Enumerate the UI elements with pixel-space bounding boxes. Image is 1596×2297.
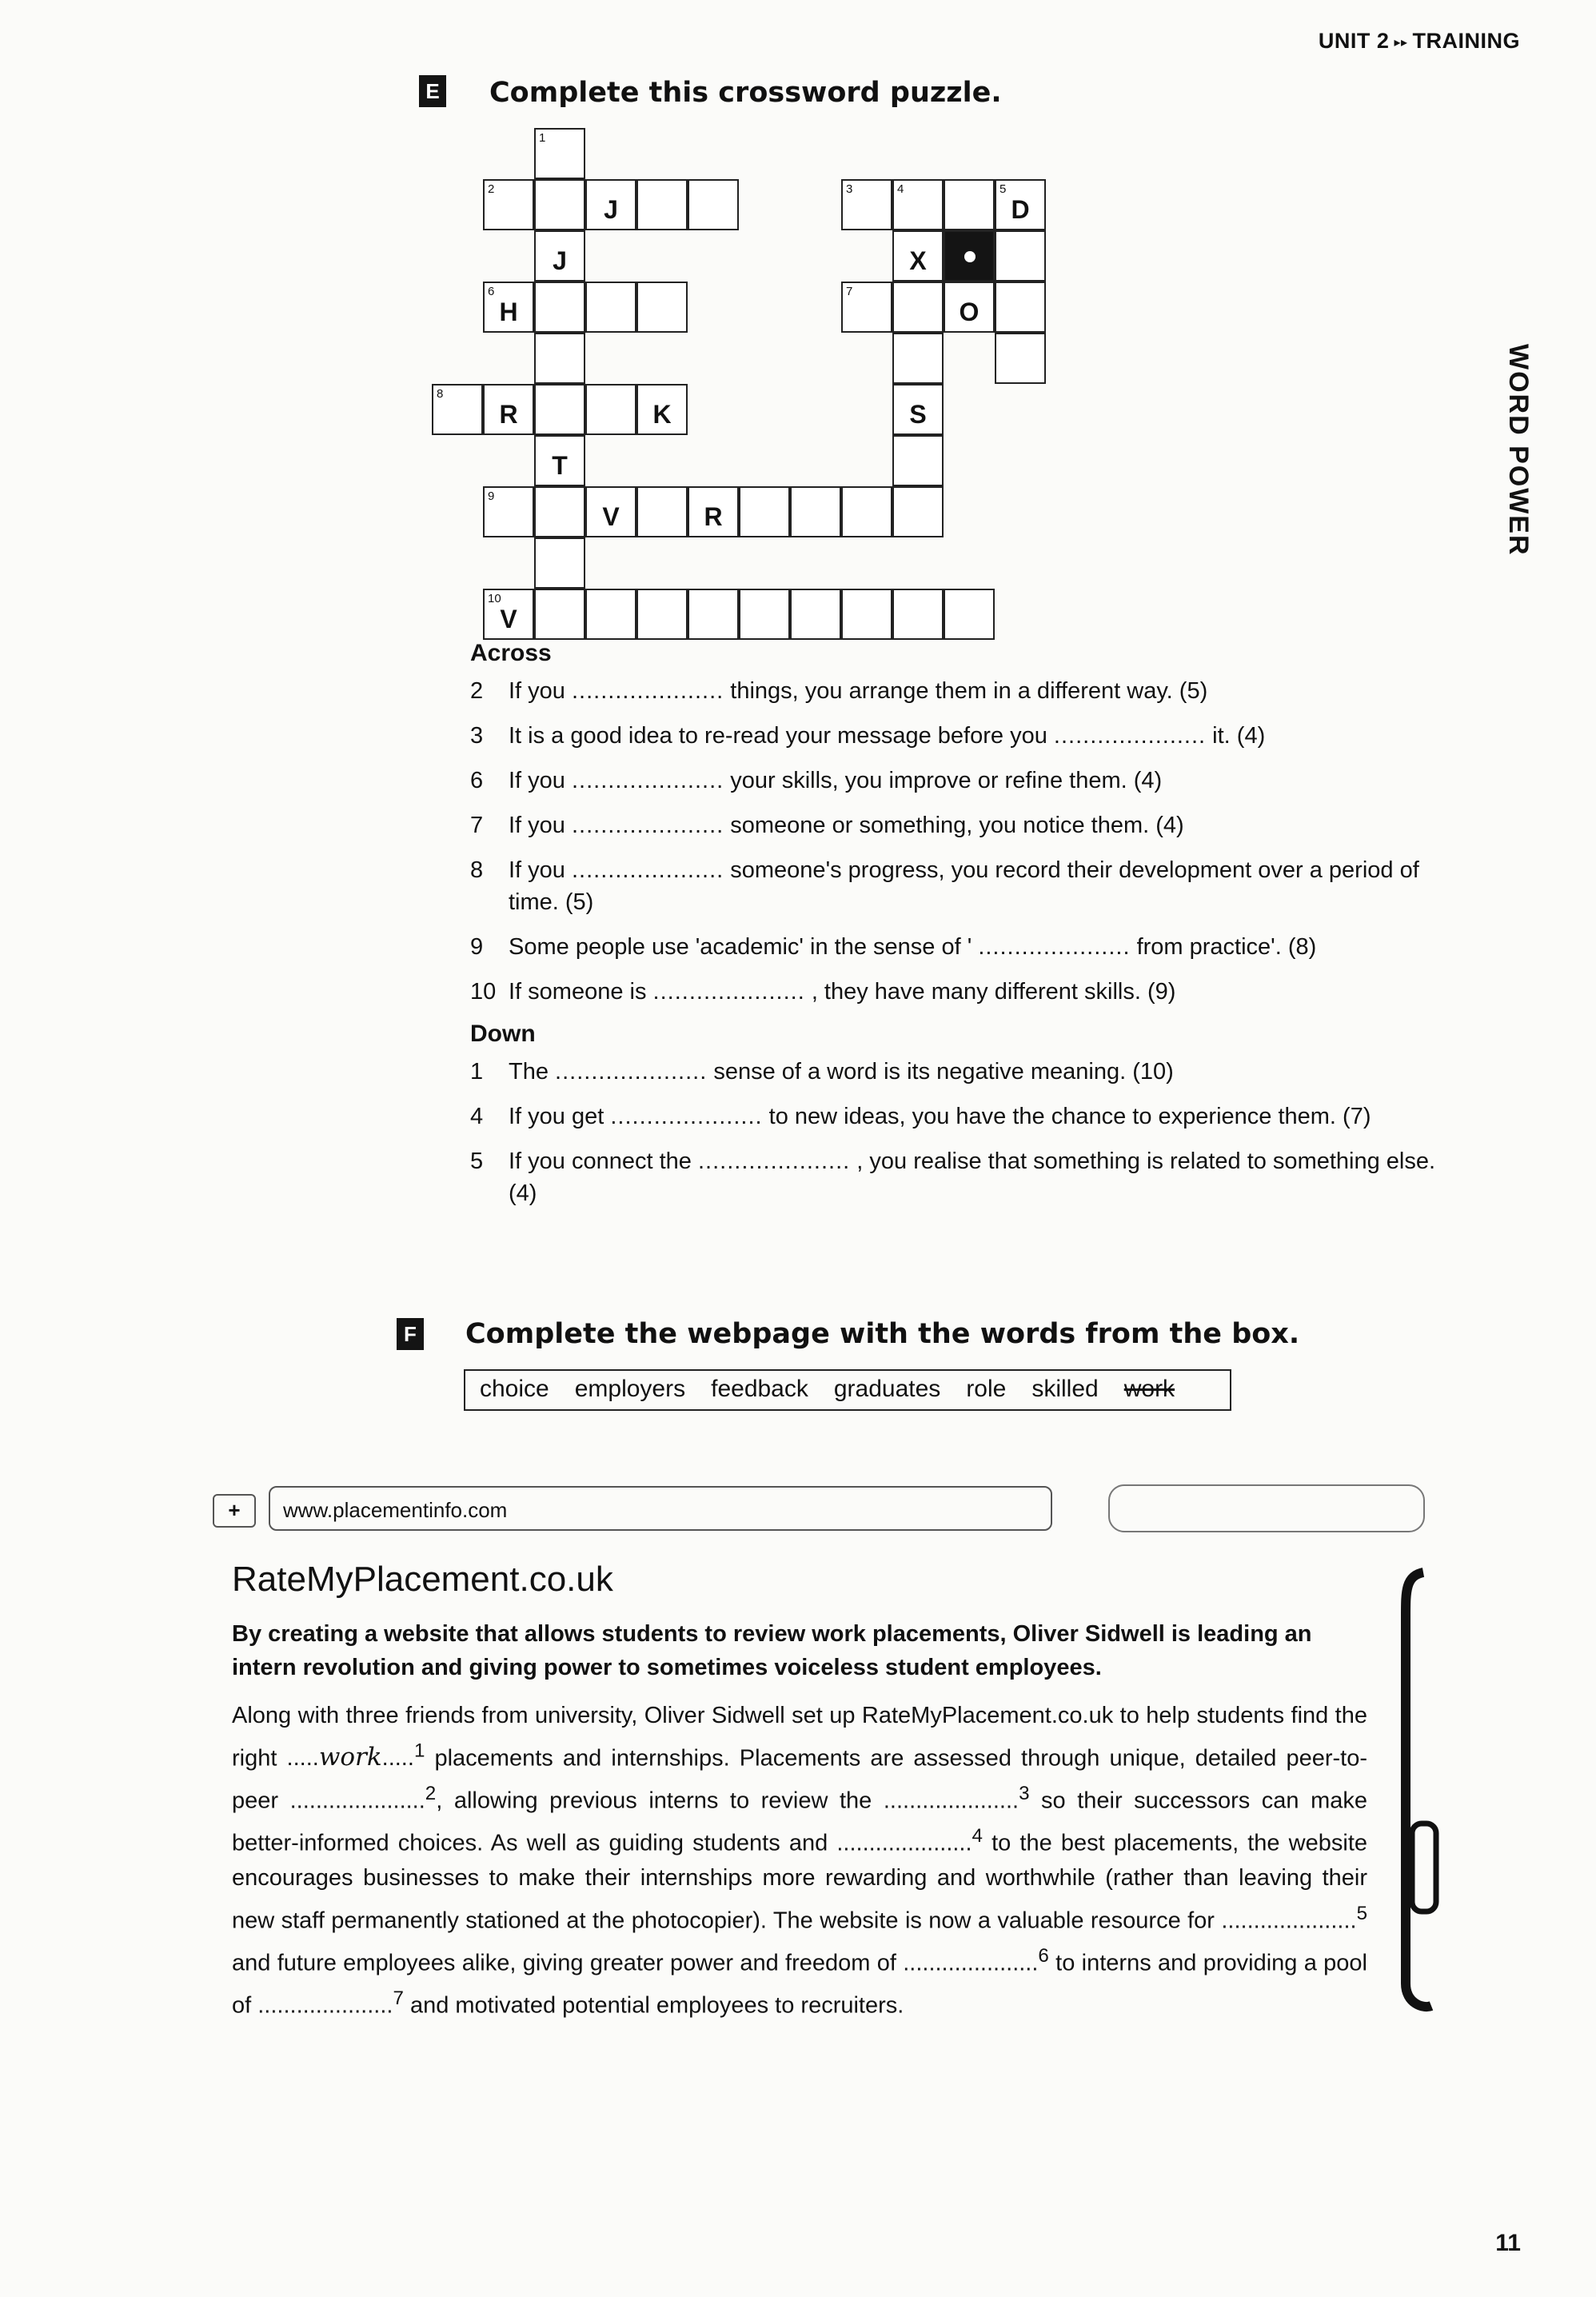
site-title: RateMyPlacement.co.uk bbox=[232, 1560, 613, 1599]
cell-number: 7 bbox=[846, 285, 853, 298]
unit-label: UNIT 2 bbox=[1318, 29, 1390, 53]
crossword-cell[interactable] bbox=[892, 282, 944, 333]
cell-letter: R bbox=[499, 400, 518, 429]
answer-gap[interactable]: ..................... bbox=[610, 1104, 763, 1129]
gap-1-number: 1 bbox=[413, 1740, 425, 1762]
cell-number: 5 bbox=[999, 182, 1007, 196]
clue-text-before: If you connect the bbox=[509, 1148, 692, 1174]
gap-2: ..................... bbox=[289, 1788, 425, 1814]
cell-letter: T bbox=[552, 451, 568, 480]
crossword-cell[interactable] bbox=[534, 486, 585, 537]
crossword-cell[interactable] bbox=[944, 179, 995, 230]
crossword-cell[interactable] bbox=[483, 486, 534, 537]
text-s2: placements and internships. Placements are assessed through unique, detailed peer-to-peer bbox=[232, 1745, 1367, 1814]
clue-across-3 bbox=[470, 720, 1470, 752]
crossword-cell[interactable] bbox=[585, 486, 636, 537]
crossword-cell[interactable] bbox=[585, 589, 636, 640]
answer-gap[interactable]: ..................... bbox=[572, 813, 724, 838]
gap-6-number: 6 bbox=[1038, 1945, 1049, 1967]
clue-across-6 bbox=[470, 765, 1470, 797]
exercise-e-title: Complete this crossword puzzle. bbox=[489, 77, 1002, 109]
crossword-cell[interactable] bbox=[636, 589, 688, 640]
clue-across-7 bbox=[470, 809, 1470, 841]
crossword-cell[interactable] bbox=[995, 230, 1046, 282]
crossword-cell[interactable] bbox=[534, 589, 585, 640]
crossword-cell[interactable] bbox=[841, 486, 892, 537]
word-box bbox=[464, 1369, 1231, 1411]
crossword-cell[interactable] bbox=[790, 486, 841, 537]
clue-text-after: , you realise that something is related to something else. (4) bbox=[509, 1148, 1436, 1206]
cell-letter: J bbox=[604, 195, 618, 224]
gap-4-number: 4 bbox=[972, 1825, 983, 1848]
clue-text-before: The bbox=[509, 1059, 549, 1085]
clue-across-8 bbox=[470, 854, 1470, 918]
cell-number: 8 bbox=[437, 387, 444, 401]
clue-number: 9 bbox=[470, 934, 484, 960]
clue-text bbox=[509, 976, 1175, 1008]
clue-text-after: someone or something, you notice them. (4) bbox=[730, 813, 1184, 838]
clue-number: 4 bbox=[470, 1104, 484, 1129]
clue-text-before: If you bbox=[509, 678, 565, 704]
clue-text bbox=[509, 720, 1265, 752]
crossword-cell[interactable] bbox=[534, 282, 585, 333]
cell-letter: X bbox=[909, 246, 927, 275]
crossword-cell[interactable] bbox=[892, 486, 944, 537]
answer-gap[interactable]: ..................... bbox=[572, 678, 724, 704]
crossword-cell[interactable] bbox=[534, 384, 585, 435]
clue-text-after: to new ideas, you have the chance to experience them. (7) bbox=[768, 1104, 1371, 1129]
clue-text-after: someone's progress, you record their development over a period of time. (5) bbox=[509, 857, 1419, 915]
crossword-cell[interactable] bbox=[892, 333, 944, 384]
exercise-f-badge: F bbox=[397, 1318, 424, 1350]
answer-gap[interactable]: ..................... bbox=[572, 857, 724, 883]
cell-letter: K bbox=[652, 400, 672, 429]
cell-letter: R bbox=[704, 502, 723, 531]
side-tab-label: WORD POWER bbox=[1503, 344, 1534, 557]
clue-down-1 bbox=[470, 1056, 1470, 1088]
down-heading: Down bbox=[470, 1021, 536, 1047]
gap-7: ..................... bbox=[257, 1993, 393, 2019]
address-bar[interactable]: www.placementinfo.com bbox=[269, 1486, 1052, 1531]
crossword-cell[interactable] bbox=[739, 486, 790, 537]
exercise-e-badge: E bbox=[419, 75, 446, 107]
word-feedback: feedback bbox=[711, 1376, 808, 1402]
crossword-cell[interactable] bbox=[636, 179, 688, 230]
clue-text-before: It is a good idea to re-read your message before you bbox=[509, 723, 1047, 749]
crossword-cell[interactable] bbox=[995, 282, 1046, 333]
gap-5: ..................... bbox=[1221, 1908, 1357, 1934]
cell-letter: O bbox=[959, 298, 980, 326]
word-choice: choice bbox=[480, 1376, 549, 1402]
clue-text bbox=[509, 809, 1184, 841]
crossword-cell[interactable] bbox=[841, 179, 892, 230]
article-body bbox=[232, 1699, 1367, 2024]
cell-letter: V bbox=[602, 502, 620, 531]
gap-6: ..................... bbox=[903, 1950, 1039, 1976]
clue-text-before: Some people use 'academic' in the sense of ' bbox=[509, 934, 972, 960]
cell-number: 1 bbox=[539, 131, 546, 145]
answer-gap[interactable]: ..................... bbox=[572, 768, 724, 793]
gap-7-number: 7 bbox=[393, 1987, 404, 2010]
across-clue-list bbox=[470, 675, 1470, 1008]
crossword-cell[interactable] bbox=[688, 486, 739, 537]
crossword-cell[interactable] bbox=[534, 128, 585, 179]
cell-letter: H bbox=[499, 298, 518, 326]
cell-number: 3 bbox=[846, 182, 853, 196]
word-work-struck: work bbox=[1123, 1376, 1175, 1402]
clue-text-before: If you bbox=[509, 813, 565, 838]
cell-letter: J bbox=[553, 246, 567, 275]
gap-1-handwritten-answer: work bbox=[318, 1743, 382, 1772]
clue-number: 5 bbox=[470, 1148, 484, 1174]
cell-letter: D bbox=[1011, 195, 1030, 224]
clue-down-4 bbox=[470, 1101, 1470, 1133]
exercise-f-title: Complete the webpage with the words from the box. bbox=[465, 1318, 1300, 1350]
crossword-cell[interactable] bbox=[483, 282, 534, 333]
cell-number: 10 bbox=[488, 592, 501, 605]
crossword-cell[interactable] bbox=[688, 589, 739, 640]
word-skilled: skilled bbox=[1031, 1376, 1099, 1402]
answer-gap[interactable]: ..................... bbox=[1053, 723, 1207, 749]
crossword-cell[interactable] bbox=[892, 230, 944, 282]
crossword-cell[interactable] bbox=[944, 230, 995, 282]
crossword-cell[interactable] bbox=[688, 179, 739, 230]
crossword-cell[interactable] bbox=[483, 384, 534, 435]
crossword-cell[interactable] bbox=[534, 537, 585, 589]
gap-1-dots-post: ..... bbox=[381, 1745, 414, 1772]
across-heading: Across bbox=[470, 640, 552, 666]
cell-number: 4 bbox=[897, 182, 904, 196]
gap-3: ..................... bbox=[883, 1788, 1019, 1814]
clue-number: 7 bbox=[470, 813, 484, 838]
clue-text bbox=[509, 1145, 1470, 1209]
clue-text bbox=[509, 1101, 1371, 1133]
text-s8: and motivated potential employees to recruiters. bbox=[403, 1993, 904, 2019]
crossword-cell[interactable] bbox=[534, 179, 585, 230]
search-bar[interactable] bbox=[1108, 1484, 1425, 1532]
crossword-cell[interactable] bbox=[892, 179, 944, 230]
clue-text-before: If you bbox=[509, 857, 565, 883]
clue-text-after: things, you arrange them in a different way. (5) bbox=[730, 678, 1208, 704]
crossword-cell[interactable] bbox=[585, 384, 636, 435]
cell-number: 2 bbox=[488, 182, 495, 196]
gap-1 bbox=[286, 1740, 425, 1772]
crossword-cell[interactable] bbox=[892, 589, 944, 640]
clue-text-before: If you get bbox=[509, 1104, 604, 1129]
clue-down-5 bbox=[470, 1145, 1470, 1209]
text-s1: Along with three friends from university, Oliver Sidwell set up RateMyPlacement.co.uk to help students find the right bbox=[232, 1703, 1367, 1772]
crossword-cell[interactable] bbox=[841, 282, 892, 333]
gap-5-number: 5 bbox=[1356, 1902, 1367, 1924]
clue-text-after: , they have many different skills. (9) bbox=[811, 979, 1176, 1005]
clue-across-2 bbox=[470, 675, 1470, 707]
clue-text bbox=[509, 931, 1316, 963]
crossword-cell[interactable] bbox=[790, 589, 841, 640]
section-label: TRAINING bbox=[1412, 29, 1520, 53]
clue-number: 8 bbox=[470, 857, 484, 883]
gap-1-dots-pre: ..... bbox=[286, 1745, 319, 1772]
crossword-grid bbox=[432, 128, 1071, 632]
text-s3: , allowing previous interns to review the bbox=[436, 1788, 884, 1814]
clue-text bbox=[509, 854, 1470, 918]
clue-text-after: your skills, you improve or refine them. (4) bbox=[730, 768, 1163, 793]
cell-number: 6 bbox=[488, 285, 495, 298]
crossword-cell[interactable] bbox=[944, 589, 995, 640]
clues bbox=[470, 640, 1470, 1222]
side-tab bbox=[1503, 344, 1558, 557]
clue-text bbox=[509, 765, 1162, 797]
answer-gap[interactable]: ..................... bbox=[978, 934, 1131, 960]
text-s4: so their successors can make better-informed choices. As well as guiding students and bbox=[232, 1788, 1367, 1856]
crossword-cell[interactable] bbox=[534, 230, 585, 282]
page-number: 11 bbox=[1495, 2230, 1521, 2256]
crossword-cell[interactable] bbox=[892, 435, 944, 486]
clue-text bbox=[509, 1056, 1174, 1088]
crossword-cell[interactable] bbox=[432, 384, 483, 435]
clue-text-before: If you bbox=[509, 768, 565, 793]
lead-paragraph: By creating a website that allows students to review work placements, Oliver Sidwell is leading an intern revolution and giving power to sometimes voiceless student employees. bbox=[232, 1621, 1312, 1680]
crossword-cell[interactable] bbox=[841, 589, 892, 640]
clue-number: 10 bbox=[470, 979, 497, 1005]
crossword-cell[interactable] bbox=[944, 282, 995, 333]
crossword-cell[interactable] bbox=[534, 333, 585, 384]
black-cell-dot-icon bbox=[964, 251, 976, 262]
crossword-cell[interactable] bbox=[585, 282, 636, 333]
crossword-cell[interactable] bbox=[739, 589, 790, 640]
crossword-cell[interactable] bbox=[585, 179, 636, 230]
clue-across-10 bbox=[470, 976, 1470, 1008]
clue-text-before: If someone is bbox=[509, 979, 647, 1005]
crossword-cell[interactable] bbox=[995, 333, 1046, 384]
crossword-cell[interactable] bbox=[483, 589, 534, 640]
crossword-cell[interactable] bbox=[995, 179, 1046, 230]
text-s6: and future employees alike, giving greater power and freedom of bbox=[232, 1950, 904, 1976]
clue-number: 6 bbox=[470, 768, 484, 793]
clue-across-9 bbox=[470, 931, 1470, 963]
clue-text-after: it. (4) bbox=[1212, 723, 1266, 749]
crossword-cell[interactable] bbox=[483, 179, 534, 230]
paper-clip-icon bbox=[1399, 1568, 1442, 2015]
cell-number: 9 bbox=[488, 489, 495, 503]
answer-gap[interactable]: ..................... bbox=[698, 1148, 851, 1174]
clue-text bbox=[509, 675, 1207, 707]
clue-text-after: from practice'. (8) bbox=[1136, 934, 1317, 960]
gap-2-number: 2 bbox=[425, 1782, 437, 1804]
new-tab-button[interactable]: + bbox=[213, 1494, 256, 1528]
cell-letter: V bbox=[500, 605, 517, 633]
down-clue-list bbox=[470, 1056, 1470, 1209]
crossword-cell[interactable] bbox=[534, 435, 585, 486]
arrows-icon: ▸▸ bbox=[1394, 35, 1408, 50]
running-header bbox=[1319, 29, 1520, 54]
word-role: role bbox=[966, 1376, 1007, 1402]
text-s5: to the best placements, the website encourages businesses to make their internships more rewarding and worthwhile (rather than leaving their new staff permanently stationed at the photocopier). The website is now a valuable resource for bbox=[232, 1830, 1368, 1934]
word-employers: employers bbox=[574, 1376, 686, 1402]
crossword-cell[interactable] bbox=[636, 384, 688, 435]
clue-text-after: sense of a word is its negative meaning. (10) bbox=[713, 1059, 1174, 1085]
text-s7: to interns and providing a pool of bbox=[232, 1950, 1367, 2019]
gap-3-number: 3 bbox=[1019, 1782, 1030, 1804]
crossword-cell[interactable] bbox=[636, 486, 688, 537]
crossword-cell[interactable] bbox=[892, 384, 944, 435]
crossword-cell[interactable] bbox=[636, 282, 688, 333]
answer-gap[interactable]: ..................... bbox=[555, 1059, 708, 1085]
clue-number: 1 bbox=[470, 1059, 484, 1085]
word-graduates: graduates bbox=[833, 1376, 941, 1402]
cell-letter: S bbox=[909, 400, 927, 429]
answer-gap[interactable]: ..................... bbox=[652, 979, 805, 1005]
gap-4: ..................... bbox=[836, 1830, 972, 1856]
clue-number: 2 bbox=[470, 678, 484, 704]
clue-number: 3 bbox=[470, 723, 484, 749]
